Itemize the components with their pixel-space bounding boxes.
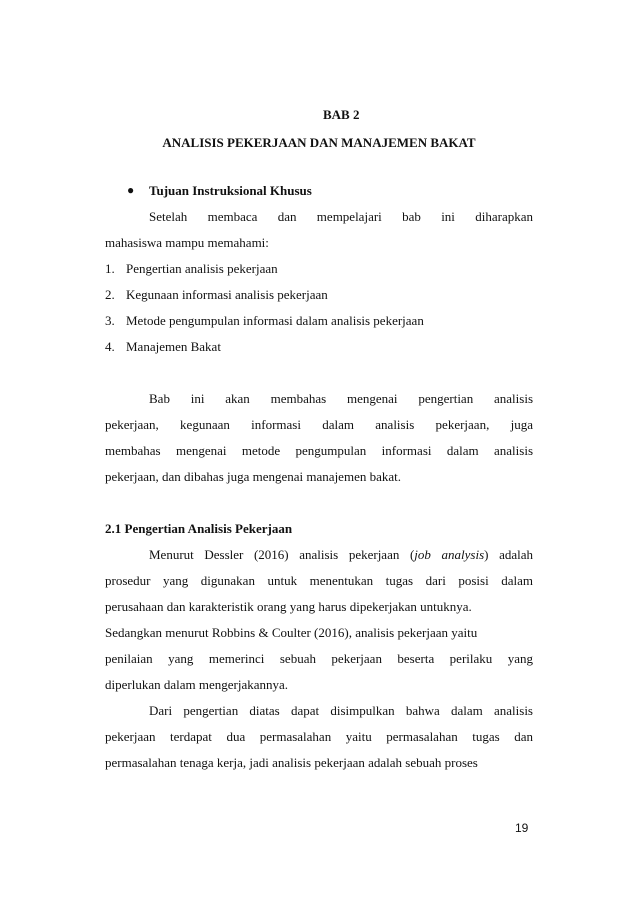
intro-paragraph-line: Bab ini akan membahas mengenai pengertian analisis: [149, 391, 533, 406]
list-item: Kegunaan informasi analisis pekerjaan: [126, 287, 328, 302]
objectives-heading: Tujuan Instruksional Khusus: [149, 183, 312, 198]
list-item-number: 3.: [105, 313, 115, 328]
objectives-intro-line1: Setelah membaca dan mempelajari bab ini diharapkan: [149, 209, 533, 224]
section-paragraph-line: diperlukan dalam mengerjakannya.: [105, 677, 289, 692]
section-paragraph-line: perusahaan dan karakteristik orang yang harus dipekerjakan untuknya.: [105, 599, 472, 614]
italic-term: job analysis: [414, 547, 485, 562]
paragraph-text: ) adalah: [484, 547, 533, 562]
section-heading: 2.1 Pengertian Analisis Pekerjaan: [105, 521, 293, 536]
section-paragraph-line: permasalahan tenaga kerja, jadi analisis pekerjaan adalah sebuah proses: [105, 755, 478, 770]
intro-paragraph-line: pekerjaan, kegunaan informasi dalam analisis pekerjaan, juga: [105, 417, 533, 432]
list-item-number: 4.: [105, 339, 115, 354]
section-paragraph-line: Sedangkan menurut Robbins & Coulter (2016), analisis pekerjaan yaitu: [105, 625, 478, 640]
section-paragraph-line: pekerjaan terdapat dua permasalahan yaitu permasalahan tugas dan: [105, 729, 533, 744]
intro-paragraph-line: pekerjaan, dan dibahas juga mengenai manajemen bakat.: [105, 469, 401, 484]
list-item-number: 1.: [105, 261, 115, 276]
paragraph-text: Menurut Dessler (2016) analisis pekerjaan (: [149, 547, 415, 562]
chapter-title: ANALISIS PEKERJAAN DAN MANAJEMEN BAKAT: [162, 135, 476, 150]
chapter-label: BAB 2: [323, 107, 360, 122]
list-item: Manajemen Bakat: [126, 339, 221, 354]
section-paragraph-line: Dari pengertian diatas dapat disimpulkan bahwa dalam analisis: [149, 703, 533, 718]
section-paragraph-line: [149, 547, 533, 563]
objectives-intro-line2: mahasiswa mampu memahami:: [105, 235, 269, 250]
list-item-number: 2.: [105, 287, 115, 302]
section-paragraph-line: penilaian yang memerinci sebuah pekerjaan beserta perilaku yang: [105, 651, 533, 666]
page-number: 19: [515, 821, 529, 835]
intro-paragraph-line: membahas mengenai metode pengumpulan informasi dalam analisis: [105, 443, 533, 458]
section-paragraph-line: prosedur yang digunakan untuk menentukan tugas dari posisi dalam: [105, 573, 533, 588]
list-item: Pengertian analisis pekerjaan: [126, 261, 278, 276]
bullet-icon: ●: [127, 183, 135, 197]
list-item: Metode pengumpulan informasi dalam analisis pekerjaan: [126, 313, 424, 328]
